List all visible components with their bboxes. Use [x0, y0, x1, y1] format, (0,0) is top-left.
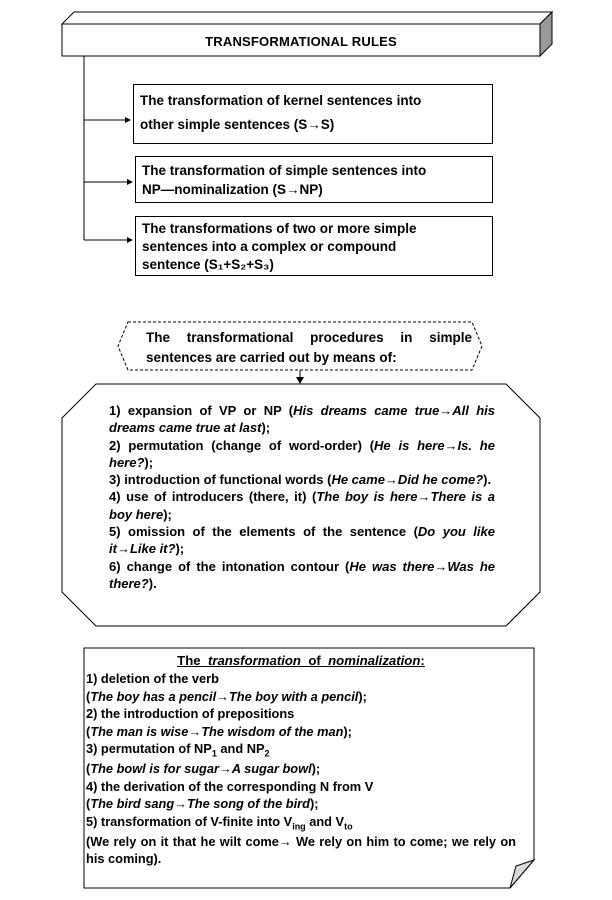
procedures-list: [109, 402, 495, 592]
list-item: 1) deletion of the verb: [86, 671, 219, 687]
rule-2-line-2: NP—nominalization (S→NP): [142, 182, 323, 198]
list-item-example: (We rely on it that he wilt come→ We rely on him to come; we rely on his coming).: [86, 833, 516, 867]
rule-box-3: [135, 216, 493, 276]
list-item-example: (The bowl is for sugar→A sugar bowl);: [86, 761, 321, 777]
page-title: TRANSFORMATIONAL RULES: [205, 33, 397, 49]
rule-1-line-2: other simple sentences (S→S): [140, 116, 335, 132]
rule-3-line-2: sentences into a complex or compound: [142, 238, 397, 254]
list-item: 4) the derivation of the corresponding N from V: [86, 778, 374, 794]
list-item: 3) permutation of $NP_1$ and $NP_2$: [86, 741, 270, 759]
list-item: 5) omission of the elements of the sentence (Do you like it→Like it?);: [109, 523, 495, 557]
nominalization-content: [86, 652, 516, 868]
rule-1-line-1: The transformation of kernel sentences into: [140, 93, 422, 108]
procedures-intro: The transformational procedures in simple sentences are carried out by means of:: [146, 330, 472, 365]
rule-box-1: [133, 84, 493, 144]
rule-3-line-3: sentence (S₁+S₂+S₃): [142, 256, 274, 272]
list-item: 6) change of the intonation contour (He was there→Was he there?).: [109, 558, 495, 591]
list-item-example: (The bird sang→The song of the bird);: [86, 796, 319, 812]
list-item: 2) permutation (change of word-order) (He is here→Is. he here?);: [109, 437, 495, 470]
list-item-example: (The boy has a pencil→The boy with a pencil);: [86, 688, 367, 704]
list-item: 2) the introduction of prepositions: [86, 706, 295, 722]
rule-box-2: [135, 156, 493, 203]
list-item: 3) introduction of functional words (He came→Did he come?).: [109, 472, 492, 488]
list-item: 1) expansion of VP or NP (His dreams came true→All his dreams came true at last);: [109, 403, 495, 436]
list-item: 4) use of introducers (there, it) (The boy is here→There is a boy here);: [109, 489, 495, 522]
list-item: 5) transformation of V-finite into $V_{ing}$ and $V_{to}$: [86, 813, 353, 832]
down-arrow: [296, 377, 304, 384]
list-item-example: (The man is wise→The wisdom of the man);: [86, 723, 352, 739]
nominalization-title: The transformation of nominalization:: [177, 653, 425, 668]
rule-2-line-1: The transformation of simple sentences into: [142, 163, 427, 178]
rule-3-line-1: The transformations of two or more simple: [142, 221, 417, 236]
